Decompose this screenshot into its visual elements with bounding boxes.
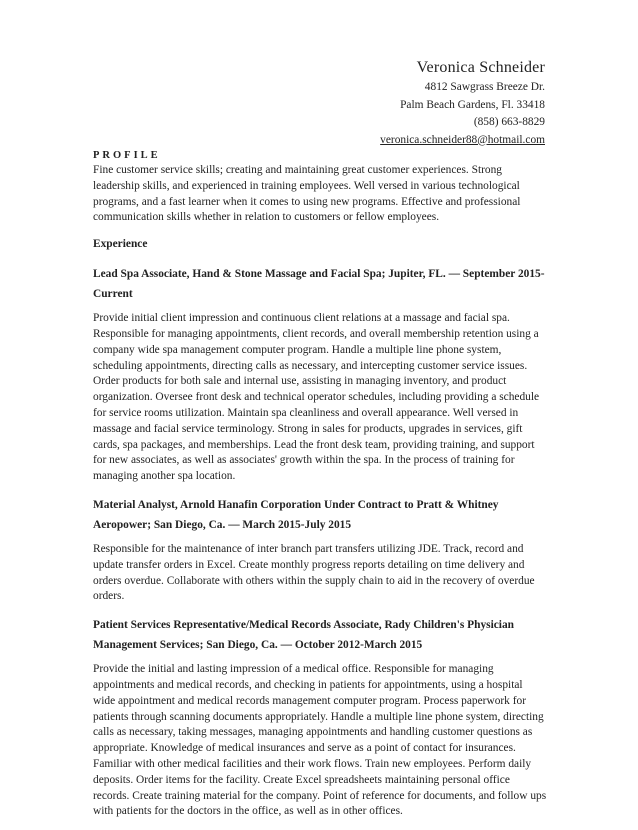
address-line-2: Palm Beach Gardens, Fl. 33418 (400, 98, 545, 111)
address-line-1: 4812 Sawgrass Breeze Dr. (424, 81, 545, 93)
profile-heading: PROFILE (93, 150, 161, 161)
job-entry (93, 495, 547, 605)
job-description: Responsible for the maintenance of inter branch part transfers utilizing JDE. Track, record and update transfer orders in Excel. Create monthly progress reports detailing on time delivery and orders overdue. Collaborate with others within the supply chain to aid in the recovery of overdue orders. (93, 542, 535, 603)
job-entry (93, 264, 547, 485)
job-description: Provide the initial and lasting impression of a medical office. Responsible for managing appointments and medical records, and checking in patients for appointments, using a hospital wide appointment and medical records management computer program. Process paperwork for patients through scanning documents appropriately. Handle a multiple line phone system, directing calls as necessary, taking messages, managing appointments and handling customer questions as appropriate. Knowledge of medical insurances and serve as a point of contact for insurances. Familiar with other medical facilities and their work flows. Train new employees. Perform daily deposits. Order items for the facility. Create Excel spreadsheets maintaining personal office records. Create training material for the company. Point of reference for documents, and follow ups with patients for the doctors in the office, as well as in other offices. (93, 663, 547, 818)
phone-number: (858) 663-8829 (473, 116, 545, 128)
resume-body (93, 148, 547, 830)
job-title: Patient Services Representative/Medical Records Associate, Rady Children's Physician Management Services; San Diego, Ca. — October 2012-March 2015 (93, 619, 514, 652)
job-entry (93, 615, 547, 820)
job-description: Provide initial client impression and continuous client relations at a massage and facial spa. Responsible for managing appointments, client records, and overall membership retention using a company wide spa management computer program. Handle a multiple line phone system, scheduling appointments, directing calls as necessary, and intercepting customer service issues. Order products for both sale and internal use, assisting in managing inventory, and product organization. Oversee front desk and technical operator schedules, including providing a schedule for service rooms utilization. Maintain spa cleanliness and overall appearance. Well versed in massage and facial service terminology. Strong in sales for products, upgrades in services, gift cards, spa packages, and memberships. Lead the front desk team, providing training, and support for new associates, as well as associates' growth within the spa. In the process of training for managing another spa location. (93, 312, 540, 483)
email-link[interactable]: veronica.schneider88@hotmail.com (380, 133, 545, 146)
job-title: Lead Spa Associate, Hand & Stone Massage and Facial Spa; Jupiter, FL. — September 2015-Current (93, 268, 545, 301)
job-title: Material Analyst, Arnold Hanafin Corporation Under Contract to Pratt & Whitney Aeropower; San Diego, Ca. — March 2015-July 2015 (93, 498, 499, 531)
resume-header (380, 57, 545, 149)
profile-text: Fine customer service skills; creating and maintaining great customer experiences. Strong leadership skills, and experienced in training employees. Well versed in various technological programs, and a fast learner when it comes to using new programs. Effective and professional communication skills whether in relation to customers or fellow employees. (93, 164, 521, 224)
applicant-name: Veronica Schneider (416, 59, 545, 76)
profile-section (93, 148, 547, 226)
experience-section (93, 235, 547, 820)
experience-heading: Experience (93, 238, 148, 251)
